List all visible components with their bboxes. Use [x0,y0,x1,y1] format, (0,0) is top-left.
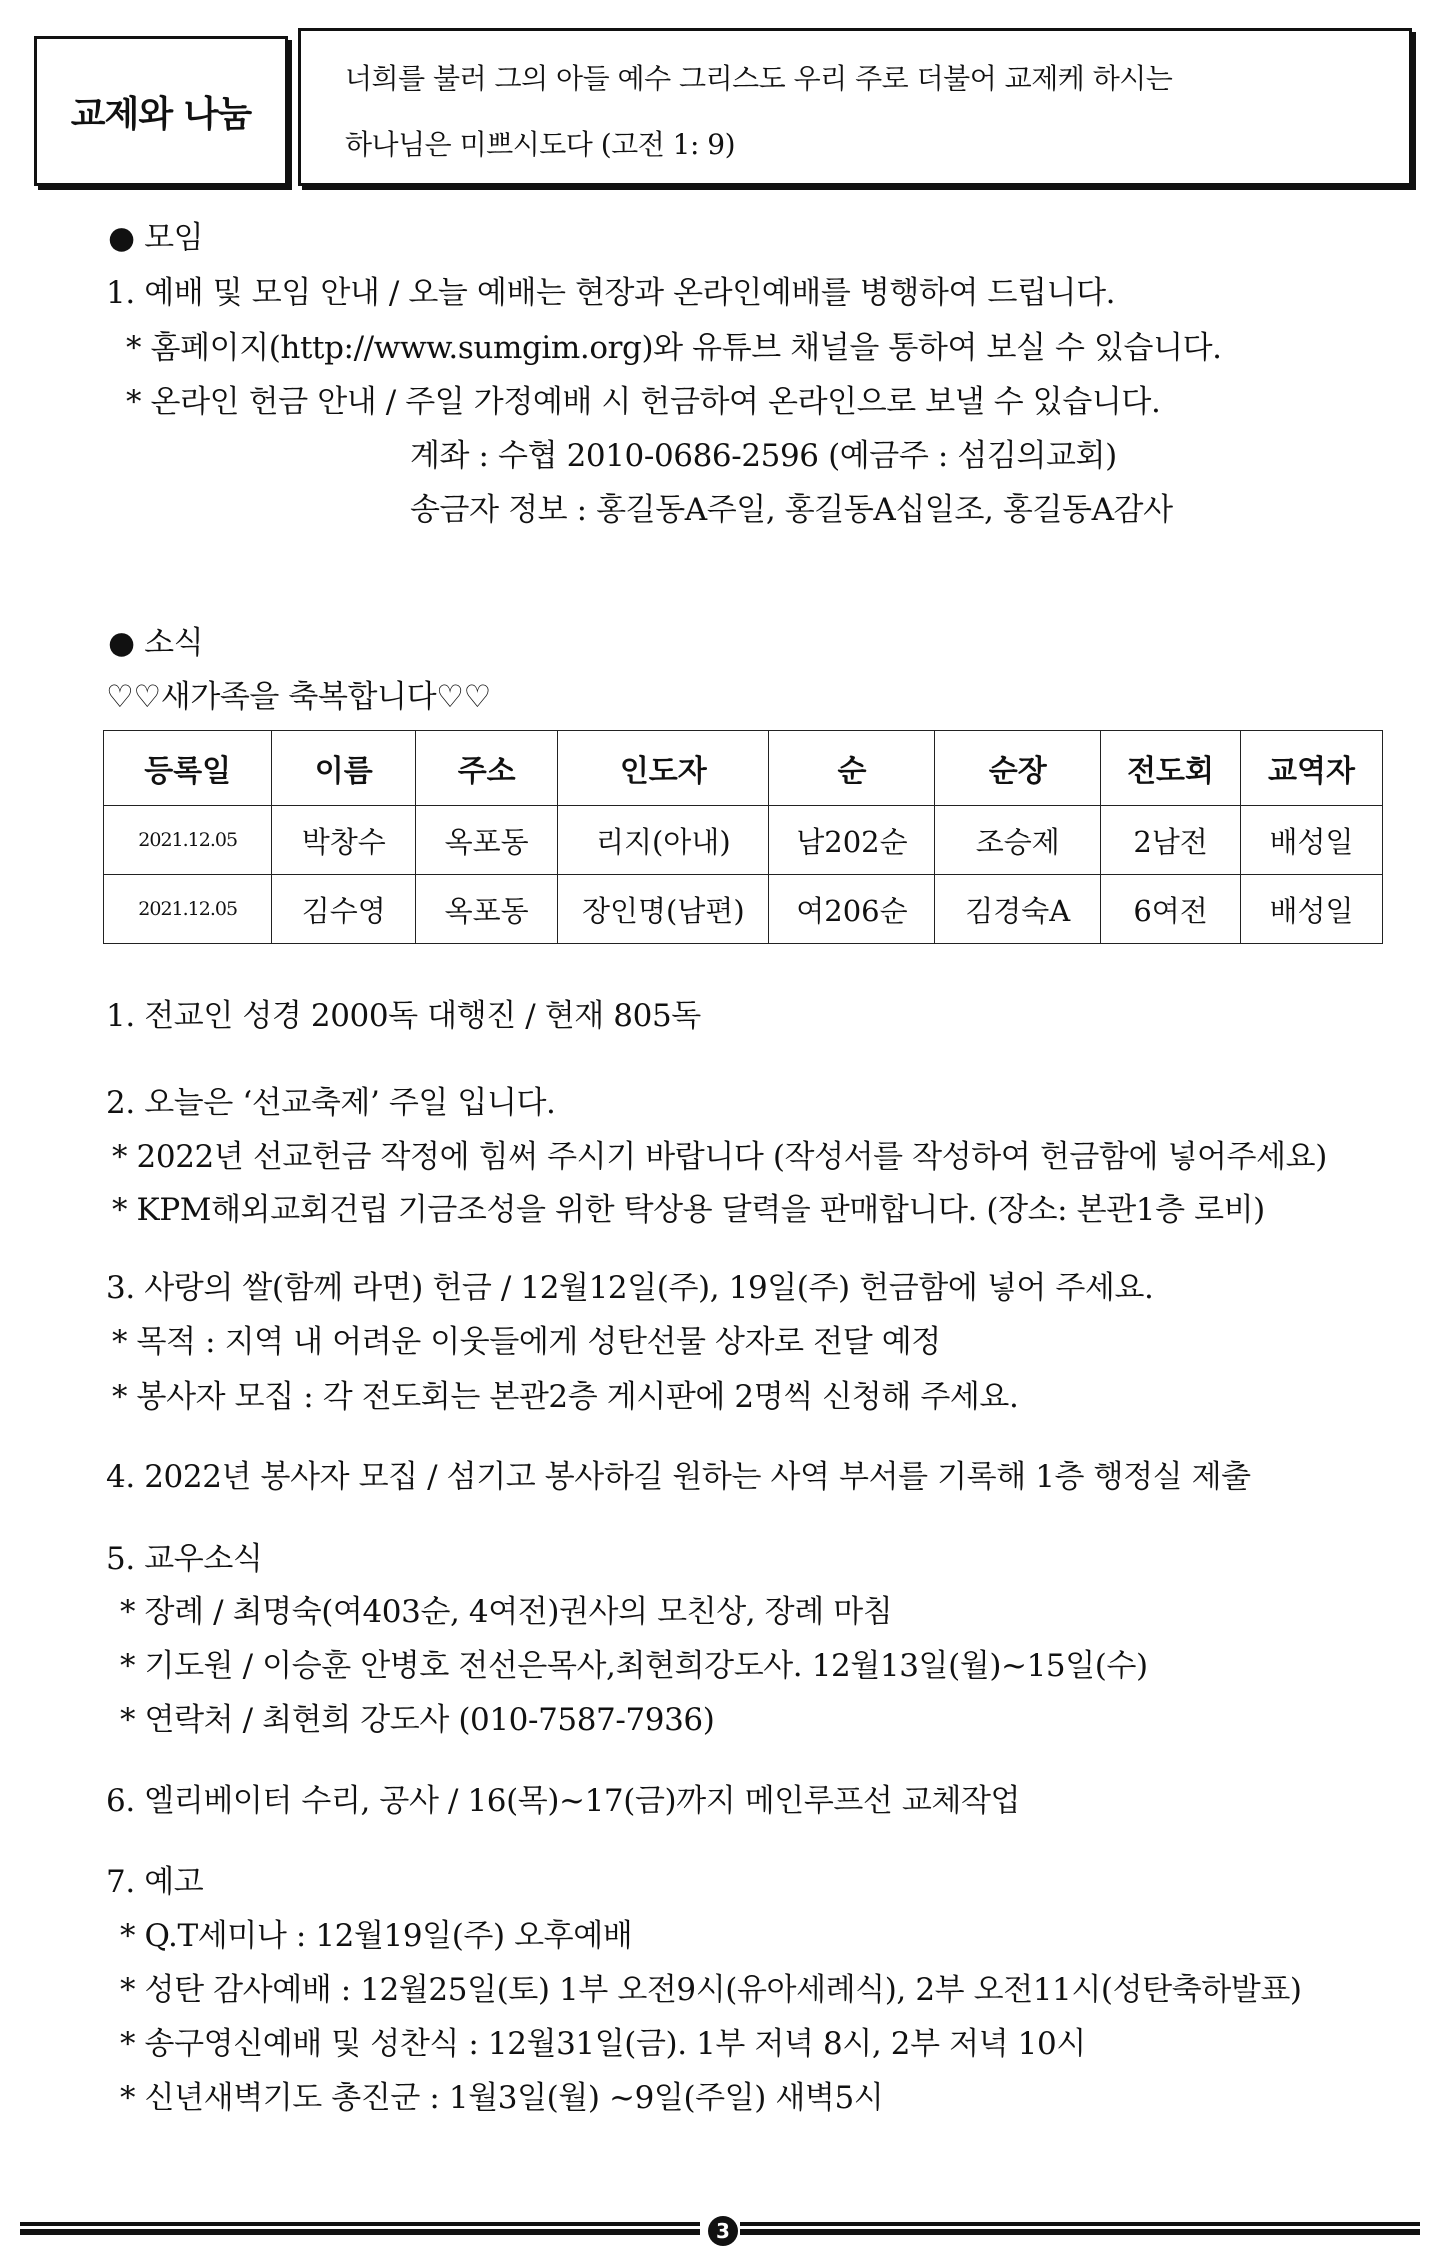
table-cell: 2021.12.05 [104,806,272,875]
meeting-line: * 홈페이지(http://www.sumgim.org)와 유튜브 채널을 통하여 보실 수 있습니다. [126,330,1222,366]
table-header-cell: 인도자 [558,731,769,806]
news-item: * 목적 : 지역 내 어려운 이웃들에게 성탄선물 상자로 전달 예정 [112,1324,941,1360]
meeting-line: 계좌 : 수협 2010-0686-2596 (예금주 : 섬김의교회) [410,438,1117,474]
new-family-title: ♡♡새가족을 축복합니다♡♡ [106,679,491,715]
news-item: * 2022년 선교헌금 작정에 힘써 주시기 바랍니다 (작성서를 작성하여 헌금함에 넣어주세요) [112,1139,1327,1175]
news-item: 7. 예고 [106,1864,204,1900]
news-item: 2. 오늘은 ‘선교축제’ 주일 입니다. [106,1085,556,1121]
table-header-cell: 순장 [935,731,1101,806]
news-item: * 성탄 감사예배 : 12월25일(토) 1부 오전9시(유아세례식), 2부 오전11시(성탄축하발표) [120,1972,1302,2008]
table-cell: 박창수 [272,806,416,875]
meeting-line: 송금자 정보 : 홍길동A주일, 홍길동A십일조, 홍길동A감사 [410,492,1173,528]
news-item: * 봉사자 모집 : 각 전도회는 본관2층 게시판에 2명씩 신청해 주세요. [112,1379,1019,1415]
table-cell: 김수영 [272,875,416,944]
table-cell: 2남전 [1101,806,1241,875]
table-cell: 6여전 [1101,875,1241,944]
page-footer [20,2219,1420,2243]
table-cell: 옥포동 [416,806,558,875]
news-item: 5. 교우소식 [106,1541,263,1577]
bible-verse-line: 너희를 불러 그의 아들 예수 그리스도 우리 주로 더불어 교제케 하시는 [345,62,1173,95]
table-header-cell: 교역자 [1241,731,1383,806]
bible-verse-line: 하나님은 미쁘시도다 (고전 1: 9) [345,128,736,161]
table-header-cell: 순 [769,731,935,806]
news-item: 6. 엘리베이터 수리, 공사 / 16(목)~17(금)까지 메인루프선 교체작업 [106,1783,1021,1819]
table-cell: 김경숙A [935,875,1101,944]
section-title: 교제와 나눔 [70,93,252,135]
news-item: * Q.T세미나 : 12월19일(주) 오후예배 [120,1918,633,1954]
table-header-cell: 이름 [272,731,416,806]
footer-rule-right [740,2222,1420,2242]
bible-verse-box [298,28,1412,186]
news-item: 4. 2022년 봉사자 모집 / 섬기고 봉사하길 원하는 사역 부서를 기록해 1층 행정실 제출 [106,1459,1251,1495]
table-header-cell: 주소 [416,731,558,806]
table-cell: 배성일 [1241,806,1383,875]
table-row [104,806,1383,875]
table-cell: 배성일 [1241,875,1383,944]
table-cell: 남202순 [769,806,935,875]
meeting-line: * 온라인 헌금 안내 / 주일 가정예배 시 헌금하여 온라인으로 보낼 수 있습니다. [126,384,1161,420]
new-family-table [103,730,1383,944]
table-cell: 리지(아내) [558,806,769,875]
page-number: 3 [708,2216,738,2246]
table-cell: 조승제 [935,806,1101,875]
table-row [104,875,1383,944]
news-item: * 연락처 / 최현희 강도사 (010-7587-7936) [120,1702,715,1738]
news-item: * 기도원 / 이승훈 안병호 전선은목사,최현희강도사. 12월13일(월)~15일(수) [120,1648,1148,1684]
meeting-line: 1. 예배 및 모임 안내 / 오늘 예배는 현장과 온라인예배를 병행하여 드립니다. [106,275,1116,311]
table-header-cell: 전도회 [1101,731,1241,806]
section-title-box [34,36,288,186]
news-item: 1. 전교인 성경 2000독 대행진 / 현재 805독 [106,998,701,1034]
table-cell: 2021.12.05 [104,875,272,944]
news-item: 3. 사랑의 쌀(함께 라면) 헌금 / 12월12일(주), 19일(주) 헌금함에 넣어 주세요. [106,1270,1154,1306]
news-item: * 장례 / 최명숙(여403순, 4여전)권사의 모친상, 장례 마침 [120,1594,893,1630]
news-heading: ● 소식 [108,625,204,661]
table-cell: 여206순 [769,875,935,944]
meeting-heading: ● 모임 [108,220,204,256]
table-cell: 장인명(남편) [558,875,769,944]
table-cell: 옥포동 [416,875,558,944]
news-item: * 신년새벽기도 총진군 : 1월3일(월) ~9일(주일) 새벽5시 [120,2080,884,2116]
table-header-row [104,731,1383,806]
table-header-cell: 등록일 [104,731,272,806]
news-item: * 송구영신예배 및 성찬식 : 12월31일(금). 1부 저녁 8시, 2부 저녁 10시 [120,2026,1086,2062]
news-item: * KPM해외교회건립 기금조성을 위한 탁상용 달력을 판매합니다. (장소: 본관1층 로비) [112,1192,1265,1228]
footer-rule-left [20,2222,700,2242]
